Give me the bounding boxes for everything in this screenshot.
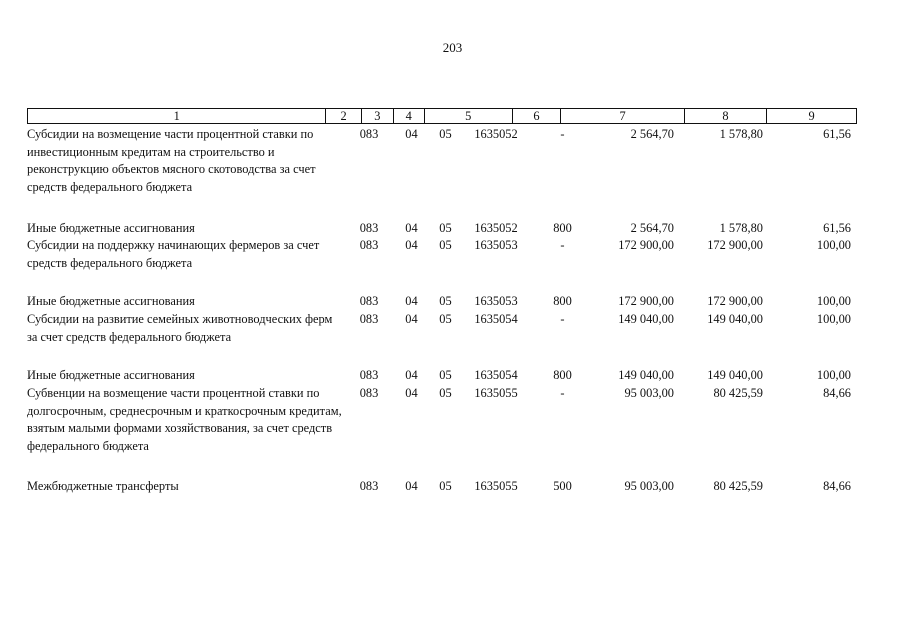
row-c4: 05 [439, 479, 452, 493]
row-c7: 149 040,00 [618, 368, 674, 382]
row-c6: - [560, 386, 565, 400]
row-c7: 95 003,00 [624, 479, 674, 493]
row-c8: 1 578,80 [719, 127, 763, 141]
row-c6: - [560, 127, 565, 141]
page-number: 203 [442, 40, 463, 55]
header-col-2: 2 [325, 109, 361, 123]
row-c9: 100,00 [816, 368, 851, 382]
row-c9: 61,56 [823, 221, 851, 235]
row-c6: 800 [553, 221, 572, 235]
row-c3: 04 [405, 294, 418, 308]
row-c9: 100,00 [816, 294, 851, 308]
header-col-4: 4 [393, 109, 424, 123]
row-name: Субсидии на поддержку начинающих фермеров за счет средств федерального бюджета [27, 238, 320, 270]
row-c4: 05 [439, 294, 452, 308]
row-c8: 149 040,00 [707, 312, 763, 326]
table-header [27, 108, 857, 124]
row-name: Иные бюджетные ассигнования [27, 221, 195, 235]
table-row [27, 311, 857, 346]
row-c6: 800 [553, 368, 572, 382]
row-c2: 083 [359, 294, 379, 308]
row-c2: 083 [359, 312, 379, 326]
row-c8: 149 040,00 [707, 368, 763, 382]
row-c3: 04 [405, 127, 418, 141]
row-c5: 1635053 [474, 238, 518, 252]
row-c7: 2 564,70 [630, 127, 674, 141]
row-c8: 80 425,59 [713, 479, 763, 493]
row-c5: 1635052 [474, 221, 518, 235]
row-name: Иные бюджетные ассигнования [27, 294, 195, 308]
row-c8: 172 900,00 [707, 294, 763, 308]
row-c3: 04 [405, 479, 418, 493]
header-col-1: 1 [173, 109, 180, 123]
row-c2: 083 [359, 368, 379, 382]
header-col-6: 6 [512, 109, 561, 123]
table-row [27, 385, 857, 455]
row-c6: - [560, 238, 565, 252]
row-c3: 04 [405, 386, 418, 400]
row-c4: 05 [439, 221, 452, 235]
row-c4: 05 [439, 368, 452, 382]
row-c6: - [560, 312, 565, 326]
row-c3: 04 [405, 221, 418, 235]
table-row [27, 237, 857, 272]
row-c7: 149 040,00 [618, 312, 674, 326]
header-col-5: 5 [424, 109, 512, 123]
table-row [27, 293, 857, 311]
row-c3: 04 [405, 368, 418, 382]
row-name: Субсидии на возмещение части процентной ставки по инвестиционным кредитам на строительство и реконструкцию объектов мясного скотоводства за счет средств федерального бюджета [27, 127, 316, 194]
row-c5: 1635054 [474, 368, 518, 382]
row-c7: 2 564,70 [630, 221, 674, 235]
row-c2: 083 [359, 221, 379, 235]
table-row [27, 220, 857, 238]
row-c7: 172 900,00 [618, 294, 674, 308]
header-col-9: 9 [766, 109, 856, 123]
row-c6: 500 [553, 479, 572, 493]
row-c2: 083 [359, 386, 379, 400]
table-row [27, 126, 857, 196]
row-name: Субсидии на развитие семейных животноводческих ферм за счет средств федерального бюджета [27, 312, 333, 344]
row-c9: 84,66 [823, 386, 851, 400]
row-c5: 1635054 [474, 312, 518, 326]
row-name: Межбюджетные трансферты [27, 479, 179, 493]
row-c5: 1635053 [474, 294, 518, 308]
row-c5: 1635055 [474, 479, 518, 493]
table-row [27, 367, 857, 385]
row-c9: 84,66 [823, 479, 851, 493]
row-c7: 95 003,00 [624, 386, 674, 400]
row-c4: 05 [439, 238, 452, 252]
row-c8: 1 578,80 [719, 221, 763, 235]
header-col-7: 7 [560, 109, 683, 123]
row-c3: 04 [405, 312, 418, 326]
row-c9: 100,00 [816, 238, 851, 252]
row-c6: 800 [553, 294, 572, 308]
row-c8: 80 425,59 [713, 386, 763, 400]
row-c2: 083 [359, 479, 379, 493]
table-row [27, 478, 857, 496]
row-c5: 1635055 [474, 386, 518, 400]
row-c7: 172 900,00 [618, 238, 674, 252]
header-col-8: 8 [684, 109, 766, 123]
row-c4: 05 [439, 386, 452, 400]
row-c9: 61,56 [823, 127, 851, 141]
row-c5: 1635052 [474, 127, 518, 141]
row-name: Иные бюджетные ассигнования [27, 368, 195, 382]
row-c2: 083 [359, 238, 379, 252]
row-c8: 172 900,00 [707, 238, 763, 252]
row-c4: 05 [439, 312, 452, 326]
row-c3: 04 [405, 238, 418, 252]
row-c2: 083 [359, 127, 379, 141]
row-c4: 05 [439, 127, 452, 141]
row-c9: 100,00 [816, 312, 851, 326]
header-col-3: 3 [361, 109, 393, 123]
row-name: Субвенции на возмещение части процентной ставки по долгосрочным, среднесрочным и краткосрочным кредитам, взятым малыми формами хозяйствования, за счет средств федерального бюджета [27, 386, 342, 453]
